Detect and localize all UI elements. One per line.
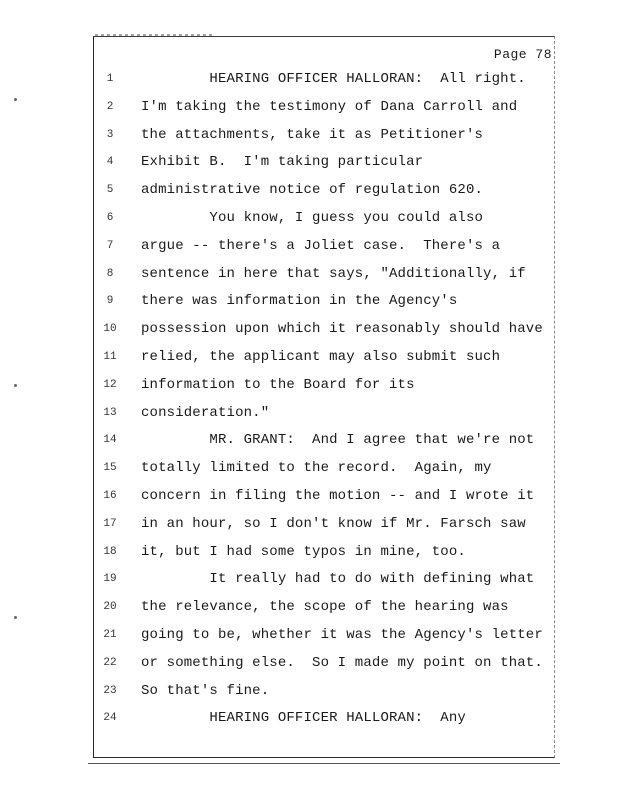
line-text: Exhibit B. I'm taking particular — [141, 154, 424, 171]
transcript-line — [0, 627, 618, 647]
transcript-line — [0, 182, 618, 202]
transcript-line — [0, 405, 618, 425]
line-number: 10 — [103, 323, 117, 336]
line-text: You know, I guess you could also — [141, 210, 484, 226]
line-number: 8 — [106, 267, 114, 280]
line-text: So that's fine. — [141, 682, 270, 699]
line-number: 16 — [103, 490, 117, 502]
line-text: there was information in the Agency's — [141, 293, 458, 310]
transcript-line — [0, 460, 618, 480]
transcript-line — [0, 321, 618, 341]
line-text: going to be, whether it was the Agency's letter — [141, 627, 543, 643]
transcript-line — [0, 488, 618, 508]
line-number: 17 — [103, 517, 117, 530]
transcript-line — [0, 683, 618, 703]
line-number: 22 — [103, 656, 117, 669]
line-number: 23 — [103, 684, 117, 697]
transcript-line — [0, 432, 618, 452]
transcript-line — [0, 516, 618, 536]
line-number: 12 — [103, 378, 117, 391]
line-text: It really had to do with defining what — [141, 571, 535, 588]
line-number: 2 — [106, 100, 114, 113]
line-text: totally limited to the record. Again, my — [141, 460, 492, 477]
transcript-line — [0, 349, 618, 369]
line-text: MR. GRANT: And I agree that we're not — [141, 432, 535, 449]
line-number: 7 — [106, 239, 114, 252]
line-number: 21 — [103, 629, 117, 641]
transcript-line — [0, 154, 618, 174]
line-number: 24 — [103, 712, 117, 725]
line-number: 5 — [106, 184, 114, 197]
bottom-rule — [88, 763, 560, 764]
line-text: HEARING OFFICER HALLORAN: All right. — [141, 71, 526, 87]
line-text: the attachments, take it as Petitioner's — [141, 126, 484, 143]
page-number: Page 78 — [493, 47, 552, 62]
line-number: 1 — [106, 73, 114, 85]
transcript-line — [0, 71, 618, 91]
line-number: 4 — [106, 156, 114, 169]
line-number: 3 — [106, 128, 114, 141]
transcript-line — [0, 599, 618, 619]
line-number: 19 — [103, 573, 117, 586]
line-text: HEARING OFFICER HALLORAN: Any — [141, 710, 466, 727]
line-number: 15 — [103, 462, 117, 475]
transcript-line — [0, 571, 618, 591]
transcript-line — [0, 710, 618, 730]
line-text: argue -- there's a Joliet case. There's a — [141, 237, 501, 254]
transcript-line — [0, 655, 618, 675]
line-text: the relevance, the scope of the hearing was — [141, 599, 509, 616]
transcript-line — [0, 377, 618, 397]
line-number: 13 — [103, 406, 117, 419]
line-text: relied, the applicant may also submit such — [141, 349, 501, 365]
line-text: it, but I had some typos in mine, too. — [141, 543, 466, 560]
line-number: 11 — [103, 351, 117, 363]
line-number: 18 — [103, 545, 117, 558]
line-text: concern in filing the motion -- and I wrote it — [141, 488, 535, 504]
transcript-line — [0, 293, 618, 313]
line-text: information to the Board for its — [141, 376, 415, 393]
transcript-line — [0, 266, 618, 286]
line-number: 6 — [106, 212, 114, 224]
line-text: administrative notice of regulation 620. — [141, 182, 484, 199]
transcript-line — [0, 99, 618, 119]
line-text: in an hour, so I don't know if Mr. Farsch saw — [141, 515, 526, 532]
line-text: possession upon which it reasonably should have — [141, 321, 543, 338]
line-text: or something else. So I made my point on that. — [141, 654, 543, 671]
transcript-line — [0, 238, 618, 258]
line-number: 20 — [103, 601, 117, 614]
line-text: I'm taking the testimony of Dana Carroll and — [141, 98, 518, 115]
line-text: consideration." — [141, 404, 270, 421]
line-text: sentence in here that says, "Additionally, if — [141, 265, 526, 282]
transcript-line — [0, 544, 618, 564]
line-number: 9 — [106, 295, 114, 308]
transcript-line — [0, 210, 618, 230]
line-number: 14 — [103, 434, 117, 447]
transcript-line — [0, 127, 618, 147]
